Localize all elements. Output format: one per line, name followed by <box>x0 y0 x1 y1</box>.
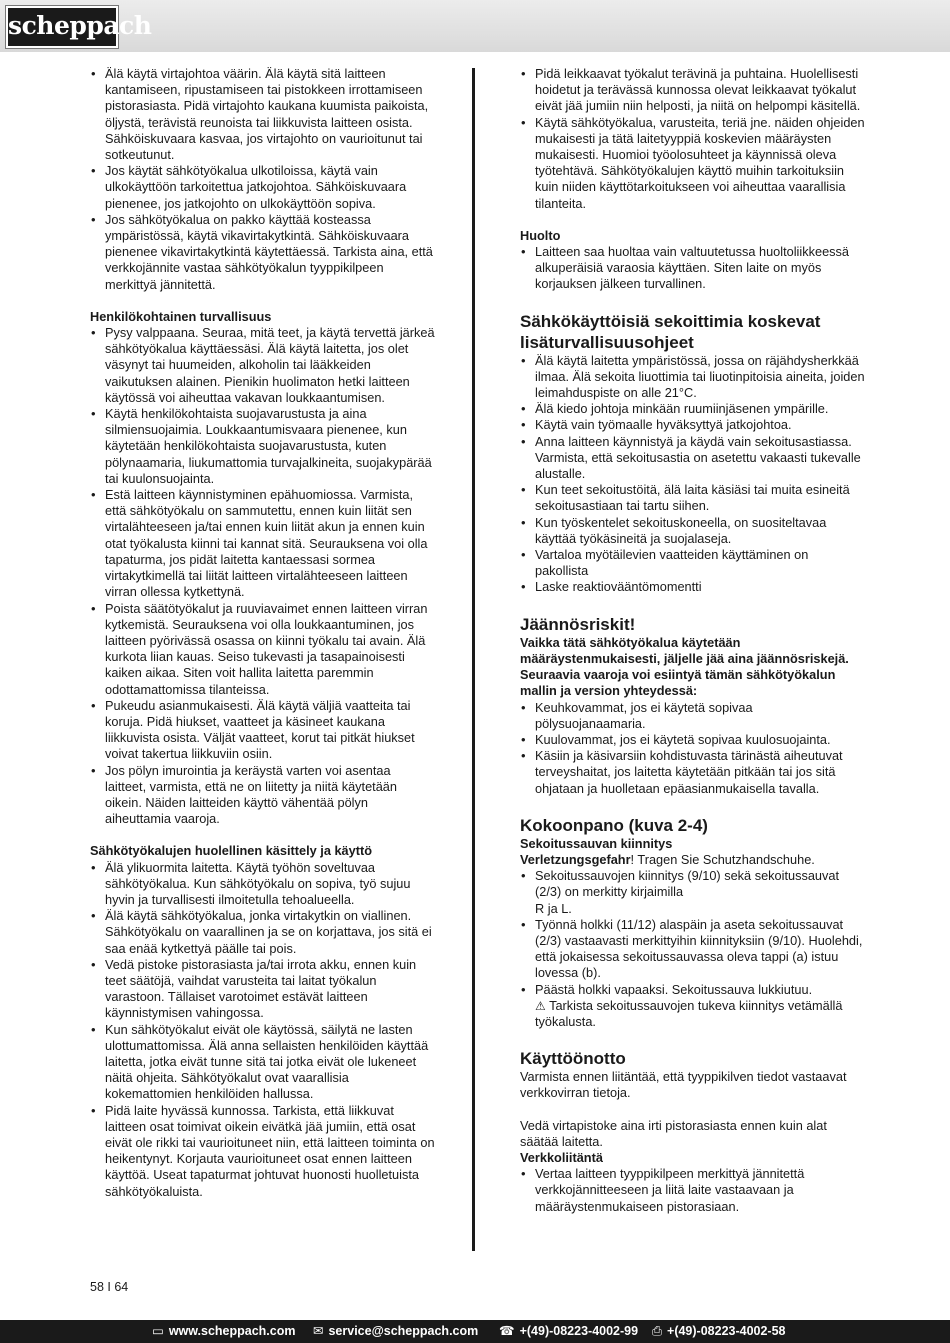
mains-heading: Verkkoliitäntä <box>520 1149 603 1165</box>
list-item: • Vedä pistoke pistorasiasta ja/tai irrota akku, ennen kuin teet säätöjä, vaihdat varusteita tai laitat työkalun varastoon. Tällaiset varotoimet estävät laitteen käynnistymisen vahingossa. <box>90 957 435 1022</box>
assembly-letters: R ja L. <box>535 900 572 916</box>
electrical-safety-list <box>90 66 435 293</box>
right-column <box>520 66 865 1215</box>
residual-risks-list <box>520 700 865 797</box>
tool-handling-heading: Sähkötyökalujen huolellinen käsittely ja käyttö <box>90 843 373 859</box>
left-column <box>90 66 435 1200</box>
assembly-item-text: Sekoitussauvojen kiinnitys (9/10) sekä sekoitussauvat (2/3) on merkitty kirjaimilla <box>535 868 840 900</box>
list-item: • Jos pölyn imurointia ja keräystä varten voi asentaa laitteet, varmista, että ne on liitetty ja niitä käytetään oikein. Näiden laitteiden käyttö vähentää pölyn aiheuttamia vaaroja. <box>90 763 435 828</box>
fax-icon: ⎙ <box>652 1324 663 1338</box>
footer-email[interactable] <box>313 1320 478 1343</box>
header-bar <box>0 0 950 52</box>
envelope-icon: ✉ <box>313 1324 324 1338</box>
list-item: • Kun teet sekoitustöitä, älä laita käsiäsi tai muita esineitä sekoitusastiaan tai tartu siihen. <box>520 482 865 514</box>
list-item: • Laske reaktiovääntömomentti <box>520 579 865 595</box>
phone-icon: ☎ <box>499 1324 515 1338</box>
personal-safety-heading: Henkilökohtainen turvallisuus <box>90 308 272 324</box>
list-item: • Kun työskentelet sekoituskoneella, on suositeltavaa käyttää työkäsineitä ja suojalaseja. <box>520 515 865 547</box>
list-item: • Älä käytä virtajohtoa väärin. Älä käytä sitä laitteen kantamiseen, ripustamiseen tai pistokkeen irrottamiseen pistorasiasta. Pidä virtajohto kaukana kuumista paikoista, öljystä, terävistä reunoista tai liikkuvista laitteen osista. Sähköiskuvaara kasvaa, jos virtajohto on vaurioitunut tai sotkeutunut. <box>90 66 435 163</box>
residual-risks-heading: Jäännösriskit! <box>520 614 636 634</box>
mixer-safety-heading: Sähkökäyttöisiä sekoittimia koskevat lisäturvallisuusohjeet <box>520 311 821 352</box>
footer-email-text: service@scheppach.com <box>328 1324 479 1338</box>
list-item: • Käytä henkilökohtaista suojavarustusta ja aina silmiensuojaimia. Loukkaantumisvaara pienenee, kun käytetään henkilökohtaista suojavarustusta, kuten pölynaamaria, liukumattomia turvajalkineita, suojakypärää tai kuulonsuojainta. <box>90 406 435 487</box>
list-item: • Päästä holkki vapaaksi. Sekoitussauva lukkiutuu. <box>520 982 865 998</box>
list-item: • Kuulovammat, jos ei käytetä sopivaa kuulosuojainta. <box>520 732 865 748</box>
assembly-subheading: Sekoitussauvan kiinnitys <box>520 835 673 851</box>
list-item: • Käytä sähkötyökalua, varusteita, teriä jne. näiden ohjeiden mukaisesti ja tätä laitetyyppiä koskevien määräysten mukaisesti. Huomioi työolosuhteet ja käynnissä oleva työtehtävä. Sähkötyökalujen käyttö muihin tarkoituksiin kuin niiden käyttötarkoitukseen voi aiheuttaa vaarallisia tilanteita. <box>520 115 865 212</box>
list-item: • Keuhkovammat, jos ei käytetä sopivaa pölysuojanaamaria. <box>520 700 865 732</box>
list-item: • Älä käytä sähkötyökalua, jonka virtakytkin on viallinen. Sähkötyökalu on vaarallinen ja se on korjattava, jos sitä ei saa enää kytkettyä päälle tai pois. <box>90 908 435 957</box>
residual-risks-intro: Vaikka tätä sähkötyökalua käytetään määräystenmukaisesti, jäljelle jää aina jäännösriskejä. Seuraavia vaaroja voi esiintyä tämän sähkötyökalun mallin ja version yhteydessä: <box>520 634 849 699</box>
tool-handling-list <box>90 860 435 1200</box>
list-item: • Jos sähkötyökalua on pakko käyttää kosteassa ympäristössä, käytä vikavirtakytkintä. Sähköiskuvaara pienenee vikavirtakytkintä käytettäessä. Tarkista aina, että verkkojännite vastaa sähkötyökalun tyyppikilpeen merkittyä jännitettä. <box>90 212 435 293</box>
logo-text: scheppach <box>8 11 152 40</box>
list-item: • Laitteen saa huoltaa vain valtuutetussa huoltoliikkeessä alkuperäisiä varaosia käyttäen. Siten laite on myös korjauksen jälkeen turvallinen. <box>520 244 865 293</box>
warning-text: ! Tragen Sie Schutzhandschuhe. <box>630 851 815 867</box>
footer-phone-text: +(49)-08223-4002-99 <box>519 1324 639 1338</box>
list-item: • Pidä laite hyvässä kunnossa. Tarkista, että liikkuvat laitteen osat toimivat oikein eivätkä jää jumiin, että osat eivät ole rikki tai vaurioituneet niin, että laitteen toiminta on heikentynyt. Korjauta vaurioituneet osat ennen laitteen käyttöä. Useat tapaturmat johtuvat huonosti huolletuista sähkötyökaluista. <box>90 1103 435 1200</box>
list-item: • Pukeudu asianmukaisesti. Älä käytä väljiä vaatteita tai koruja. Pidä hiukset, vaatteet ja käsineet kaukana liikkuvista osista. Väljät vaatteet, korut tai pitkät hiukset voivat takertua liikkuviin osiin. <box>90 698 435 763</box>
list-item: • Älä ylikuormita laitetta. Käytä työhön soveltuvaa sähkötyökalua. Kun sähkötyökalu on sopiva, työ sujuu hyvin ja turvallisesti ilmoitetulla tehoalueella. <box>90 860 435 909</box>
list-item: • Jos käytät sähkötyökalua ulkotiloissa, käytä vain ulkokäyttöön tarkoitettua jatkojohtoa. Sähköiskuvaara pienenee, jos jatkojohto on ulkokäyttöön sopiva. <box>90 163 435 212</box>
list-item: • Vertaa laitteen tyyppikilpeen merkittyä jännitettä verkkojännitteeseen ja liitä laite vastaavaan ja määräystenmukaiseen pistorasiaan. <box>520 1166 865 1215</box>
list-item <box>520 868 865 917</box>
mains-list <box>520 1166 865 1215</box>
list-item: • Poista säätötyökalut ja ruuviavaimet ennen laitteen virran kytkemistä. Seurauksena voi olla loukkaantuminen, jos laitteen pyörivässä osassa on kiinni työkalu tai avain. Älä kurkota liian kauas. Seiso tukevasti ja tasapainoisesti kaiken aikaa. Siten voit hallita laitetta paremmin odottamattomissa tilanteissa. <box>90 601 435 698</box>
list-item: • Työnnä holkki (11/12) alaspäin ja aseta sekoitussauvat (2/3) vastaavasti merkittyihin kiinnityksiin (9/10). Huolehdi, että jokaisessa sekoitussauvassa oleva tappi (a) istuu lovessa (b). <box>520 917 865 982</box>
list-item: • Pidä leikkaavat työkalut terävinä ja puhtaina. Huolellisesti hoidetut ja terävässä kunnossa olevat leikkaavat työkalut eivät jää jumiin niin helposti, ja niitä on helpompi käsitellä. <box>520 66 865 115</box>
warning-triangle-icon: ⚠ <box>535 998 546 1013</box>
footer-fax-text: +(49)-08223-4002-58 <box>667 1324 786 1338</box>
footer-web[interactable] <box>152 1320 295 1343</box>
scheppach-logo[interactable] <box>6 6 152 48</box>
assembly-check-note <box>520 998 865 1030</box>
tool-care-list <box>520 66 865 212</box>
startup-paragraph: Varmista ennen liitäntää, että tyyppikilven tiedot vastaavat verkkovirran tietoja. <box>520 1069 847 1101</box>
warning-label: Verletzungsgefahr <box>520 851 631 867</box>
footer-web-text: www.scheppach.com <box>168 1324 296 1338</box>
list-item: • Estä laitteen käynnistyminen epähuomiossa. Varmista, että sähkötyökalu on sammutettu, ennen kuin liität sen virtalähteeseen ja/tai ennen kuin liität akun ja ennen kuin otat työkalusta kiinni tai kannat sitä. Seurauksena voi olla tapaturma, jos pidät laitetta kantaessasi sormea virtakytkimellä tai liität laitteen virtalähteeseen laitteen virran ollessa kytkettynä. <box>90 487 435 600</box>
monitor-icon: ▭ <box>152 1324 164 1338</box>
personal-safety-list <box>90 325 435 827</box>
column-divider <box>472 68 475 1251</box>
list-item: • Älä käytä laitetta ympäristössä, jossa on räjähdysherkkää ilmaa. Älä sekoita liuottimia tai liuotinpitoisia aineita, joiden leimahduspiste on alle 21°C. <box>520 353 865 402</box>
list-item: • Käytä vain työmaalle hyväksyttyä jatkojohtoa. <box>520 417 865 433</box>
assembly-check-text: Tarkista sekoitussauvojen tukeva kiinnitys vetämällä työkalusta. <box>535 997 843 1029</box>
startup-paragraph: Vedä virtapistoke aina irti pistorasiasta ennen kuin alat säätää laitetta. <box>520 1117 827 1149</box>
footer-bar <box>0 1320 950 1343</box>
assembly-list <box>520 868 865 1030</box>
list-item: • Käsiin ja käsivarsiin kohdistuvasta tärinästä aiheutuvat terveyshaitat, jos laitetta käytetään pitkään tai jos sitä ohjataan ja huolletaan epäasianmukaisella tavalla. <box>520 748 865 797</box>
service-list <box>520 244 865 293</box>
list-item: • Anna laitteen käynnistyä ja käydä vain sekoitusastiassa. Varmista, että sekoitusastia on asetettu vakaasti tukevalle alustalle. <box>520 434 865 483</box>
footer-phone[interactable] <box>499 1320 638 1343</box>
assembly-heading: Kokoonpano (kuva 2-4) <box>520 815 708 835</box>
page-number: 58 I 64 <box>90 1280 129 1294</box>
startup-heading: Käyttöönotto <box>520 1049 626 1069</box>
list-item: • Vartaloa myötäilevien vaatteiden käyttäminen on pakollista <box>520 547 865 579</box>
list-item: • Kun sähkötyökalut eivät ole käytössä, säilytä ne lasten ulottumattomissa. Älä anna sellaisten henkilöiden käyttää laitetta, jotka eivät tunne sitä tai jotka eivät ole lukeneet näitä ohjeita. Sähkötyökalut ovat vaarallisia kokemattomien henkilöiden hallussa. <box>90 1022 435 1103</box>
service-heading: Huolto <box>520 227 561 243</box>
assembly-warning <box>520 852 865 868</box>
footer-fax <box>652 1320 786 1343</box>
mixer-safety-list <box>520 353 865 596</box>
list-item: • Älä kiedo johtoja minkään ruumiinjäsenen ympärille. <box>520 401 865 417</box>
list-item: • Pysy valppaana. Seuraa, mitä teet, ja käytä tervettä järkeä sähkötyökalua käyttäessäsi. Älä käytä laitetta, jos olet väsynyt tai huumeiden, alkoholin tai lääkkeiden vaikutuksen alainen. Pienikin huolimaton hetki laitteen käytössä voi aiheuttaa vakavan loukkaantumisen. <box>90 325 435 406</box>
